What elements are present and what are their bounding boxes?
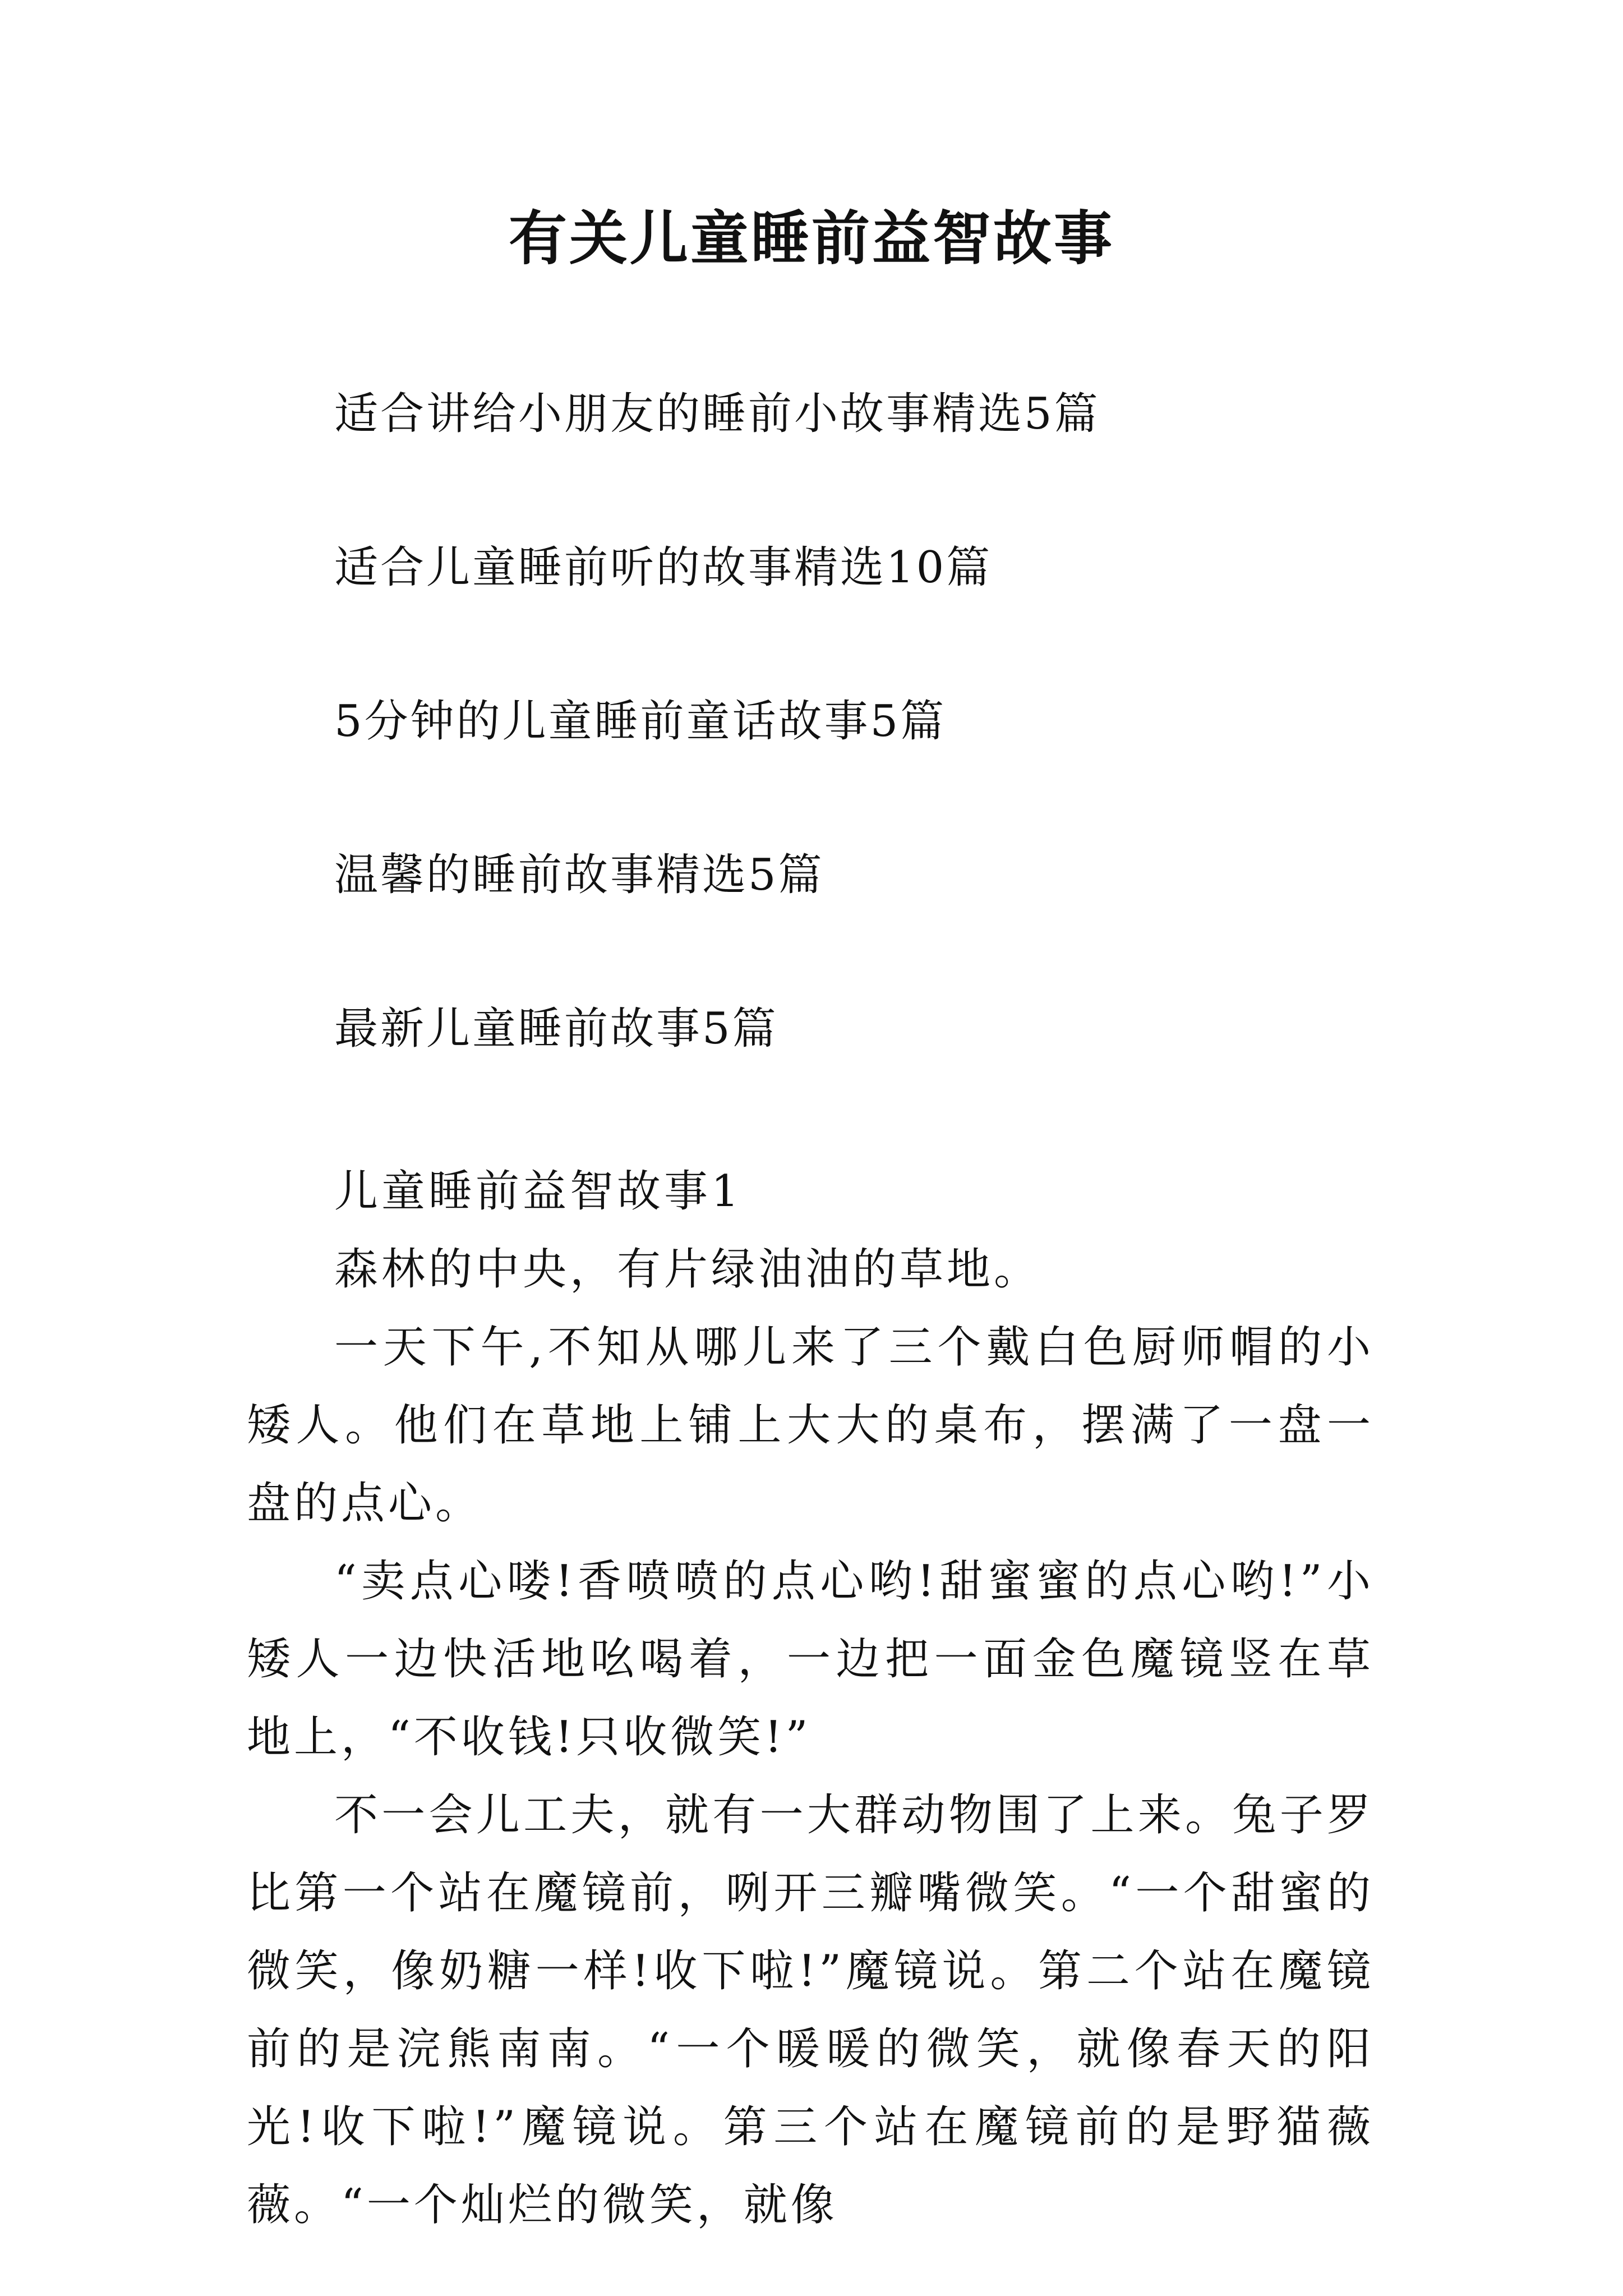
story-paragraph: 不一会儿工夫，就有一大群动物围了上来。兔子罗比第一个站在魔镜前，咧开三瓣嘴微笑。“一个甜蜜的微笑，像奶糖一样!收下啦!”魔镜说。第二个站在魔镜前的是浣熊南南。“一个暖暖的微笑，就像春天的阳光!收下啦!”魔镜说。第三个站在魔镜前的是野猫薇薇。“一个灿烂的微笑，就像	[247, 1790, 1374, 2230]
story-paragraph: 一天下午,不知从哪儿来了三个戴白色厨师帽的小矮人。他们在草地上铺上大大的桌布，摆满了一盘一盘的点心。	[247, 1322, 1374, 1529]
story-heading: 儿童睡前益智故事1	[334, 1166, 743, 1217]
document-title: 有关儿童睡前益智故事	[508, 204, 1114, 273]
story-body	[247, 1153, 1374, 2244]
story-paragraph: “卖点心喽!香喷喷的点心哟!甜蜜蜜的点心哟!”小矮人一边快活地吆喝着，一边把一面金色魔镜竖在草地上，“不收钱!只收微笑!”	[247, 1556, 1374, 1763]
toc-item: 适合讲给小朋友的睡前小故事精选5篇	[334, 389, 1100, 439]
toc-item: 适合儿童睡前听的故事精选10篇	[334, 542, 993, 593]
story-paragraph: 森林的中央，有片绿油油的草地。	[334, 1244, 1041, 1295]
toc-item: 最新儿童睡前故事5篇	[334, 1004, 778, 1054]
toc-item: 5分钟的儿童睡前童话故事5篇	[334, 696, 947, 747]
toc-item: 温馨的睡前故事精选5篇	[334, 850, 824, 900]
